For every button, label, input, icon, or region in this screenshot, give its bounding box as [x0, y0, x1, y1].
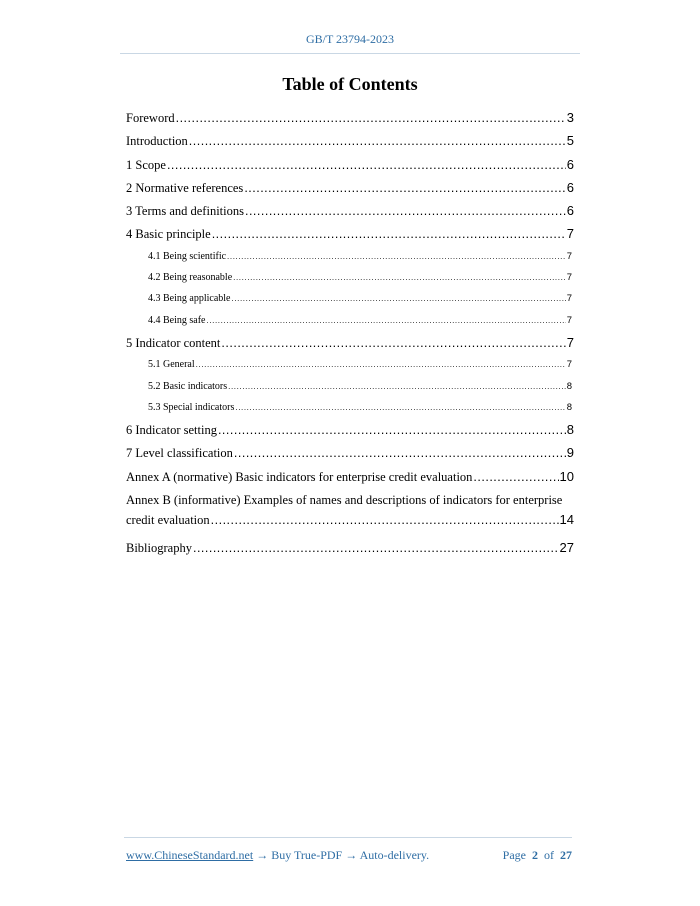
- page-current: 2: [532, 848, 538, 862]
- site-link[interactable]: www.ChineseStandard.net: [126, 848, 254, 862]
- toc-entry-terms-and-definitions[interactable]: [126, 199, 574, 222]
- toc-entry-label-line2: credit evaluation: [126, 513, 210, 528]
- toc-entry-label: 1 Scope: [126, 157, 166, 172]
- toc-leader-dots: [245, 200, 566, 223]
- toc-leader-dots: [473, 466, 558, 489]
- toc-subentry-general[interactable]: [126, 354, 574, 375]
- toc-page-number: 7: [566, 293, 572, 305]
- toc-page-number: 7: [566, 359, 572, 371]
- arrow-icon: →: [253, 848, 272, 862]
- toc-leader-dots: [228, 376, 566, 397]
- toc-entry-foreword[interactable]: [126, 106, 574, 129]
- toc-entry-indicator-content[interactable]: [126, 331, 574, 354]
- running-header: GB/T 23794-2023: [305, 32, 395, 46]
- footer-divider: [124, 837, 572, 838]
- toc-page-number: 8: [566, 422, 574, 438]
- toc-subentry-being-applicable[interactable]: [126, 288, 574, 309]
- toc-entry-label: 2 Normative references: [126, 180, 244, 195]
- toc-page-number: 3: [566, 110, 574, 125]
- table-of-contents: [126, 106, 574, 559]
- toc-subentry-special-indicators[interactable]: [126, 397, 574, 418]
- header-divider: [120, 53, 580, 54]
- toc-entry-label-line1: Annex B (informative) Examples of names and descriptions of indicators for enterprise: [126, 493, 563, 508]
- toc-leader-dots: [218, 419, 566, 442]
- toc-subentry-being-safe[interactable]: [126, 310, 574, 331]
- toc-leader-dots: [227, 246, 566, 267]
- toc-leader-dots: [212, 223, 566, 246]
- toc-subentry-basic-indicators[interactable]: [126, 376, 574, 397]
- toc-leader-dots: [207, 310, 566, 331]
- toc-entry-basic-principle[interactable]: [126, 222, 574, 245]
- toc-leader-dots: [221, 332, 565, 355]
- toc-entry-label: Introduction: [126, 134, 188, 149]
- toc-leader-dots: [193, 537, 559, 560]
- toc-entry-annex-b[interactable]: [126, 491, 574, 530]
- toc-page-number: 7: [566, 250, 572, 262]
- toc-page-number: 7: [566, 272, 572, 284]
- toc-page-number: 7: [566, 334, 574, 350]
- toc-page-number: 27: [559, 540, 574, 556]
- toc-page-number: 10: [559, 468, 574, 484]
- toc-entry-bibliography[interactable]: [126, 536, 574, 559]
- toc-page-number: 8: [566, 401, 572, 413]
- toc-page-number: 5: [566, 133, 574, 149]
- toc-subentry-being-scientific[interactable]: [126, 246, 574, 267]
- toc-entry-label: 7 Level classification: [126, 446, 233, 461]
- toc-entry-label: 4 Basic principle: [126, 227, 211, 242]
- page-footer: [126, 848, 572, 863]
- toc-subentry-being-reasonable[interactable]: [126, 267, 574, 288]
- arrow-icon: →: [342, 848, 360, 862]
- page-total: 27: [560, 848, 572, 862]
- page-indicator: [503, 848, 572, 863]
- toc-entry-annex-a[interactable]: [126, 465, 574, 488]
- page-title: Table of Contents: [282, 74, 418, 94]
- toc-entry-label: 6 Indicator setting: [126, 423, 217, 438]
- toc-leader-dots: [176, 107, 566, 130]
- toc-leader-dots: [189, 130, 566, 153]
- toc-leader-dots: [211, 511, 559, 530]
- delivery-text: Auto-delivery.: [359, 848, 430, 862]
- toc-entry-label: 5.1 General: [148, 359, 195, 371]
- toc-entry-label: 4.1 Being scientific: [148, 250, 227, 262]
- toc-entry-label: 4.4 Being safe: [148, 314, 206, 326]
- toc-page-number: 9: [566, 445, 574, 461]
- toc-entry-label: Annex A (normative) Basic indicators for enterprise credit evaluation: [126, 469, 473, 484]
- toc-entry-normative-references[interactable]: [126, 176, 574, 199]
- toc-page-number: 7: [566, 226, 574, 242]
- footer-promo: [126, 848, 429, 863]
- toc-entry-label: 4.3 Being applicable: [148, 293, 231, 305]
- toc-leader-dots: [233, 267, 566, 288]
- toc-leader-dots: [244, 177, 565, 200]
- toc-page-number: 14: [559, 512, 574, 528]
- toc-entry-label: 4.2 Being reasonable: [148, 272, 233, 284]
- toc-page-number: 6: [566, 179, 574, 195]
- buy-link[interactable]: Buy True-PDF: [271, 848, 343, 862]
- toc-entry-introduction[interactable]: [126, 129, 574, 152]
- toc-leader-dots: [234, 442, 566, 465]
- toc-entry-indicator-setting[interactable]: [126, 418, 574, 441]
- toc-entry-scope[interactable]: [126, 153, 574, 176]
- toc-entry-label: Bibliography: [126, 541, 192, 556]
- toc-entry-label: 3 Terms and definitions: [126, 204, 244, 219]
- toc-entry-label: 5 Indicator content: [126, 335, 221, 350]
- toc-entry-label: 5.2 Basic indicators: [148, 380, 228, 392]
- toc-page-number: 6: [566, 156, 574, 172]
- toc-leader-dots: [235, 397, 565, 418]
- toc-page-number: 8: [566, 380, 572, 392]
- toc-entry-label: Foreword: [126, 111, 175, 125]
- toc-leader-dots: [167, 154, 566, 177]
- page-of: of: [544, 848, 554, 862]
- toc-leader-dots: [196, 354, 566, 375]
- page-word: Page: [502, 848, 526, 862]
- toc-entry-level-classification[interactable]: [126, 441, 574, 464]
- toc-entry-label: 5.3 Special indicators: [148, 401, 235, 413]
- toc-page-number: 7: [566, 314, 572, 326]
- toc-leader-dots: [231, 288, 565, 309]
- toc-page-number: 6: [566, 203, 574, 219]
